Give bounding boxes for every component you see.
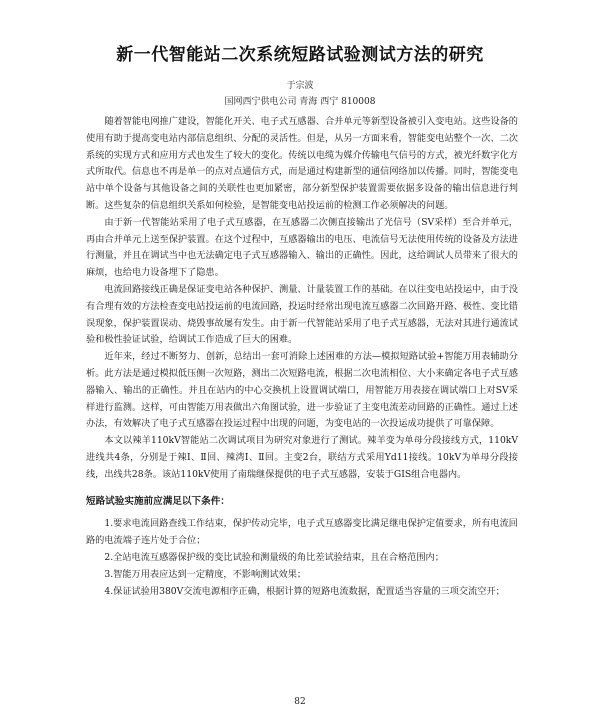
body-paragraph: 随着智能电网推广建设，智能化开关、电子式互感器、合并单元等新型设备被引入变电站。这些设备的使用有助于提高变电站内部信息组织、分配的灵活性。但是，从另一方面来看，智能变电站整个一次、二次系统的实现方式和应用方式也发生了较大的变化。传统以电缆为媒介传输电气信号的方式，被光纤数字化方式所取代。信息也不再是单一的点对点通信方式，而是通过构建新型的通信网络加以传播。同时，智能变电站中单个设备与其他设备之间的关联性也更加紧密，部分新型保护装置需要依据多设备的输出信息进行判断。这些复杂的信息组织关系如何检验，是智能变电站投运前的检测工作必须解决的问题。 [86,116,518,211]
condition-item: 2.全站电流互感器保护级的变比试验和测量级的角比差试验结束，且在合格范围内； [104,551,444,563]
author-affiliation: 国网西宁供电公司 青海 西宁 810008 [224,97,376,107]
body-paragraph: 近年来，经过不断努力、创新，总结出一套可消除上述困难的方法—模拟短路试验+智能万用表辅助分析。此方法是通过模拟低压侧一次短路，测出二次短路电流，根据二次电流相位、大小来确定各电子式互感器输入、输出的正确性。并且在站内的中心交换机上设置调试端口，用智能万用表接在调试端口上对SV采样进行监测。这样，可由智能万用表做出六角图试验，进一步验证了主变电流差动回路的正确性。通过上述办法，有效解决了电子式互感器在投运过程中出现的问题，为变电站的一次投运成功提供了可靠保障。 [86,351,518,430]
article-body [86,114,518,600]
condition-item: 3.智能万用表应达到一定精度，不影响测试效果； [104,568,307,580]
paper-title: 新一代智能站二次系统短路试验测试方法的研究 [116,45,484,65]
section-heading: 短路试验实施前应满足以下条件： [86,495,230,507]
conditions-list [86,516,518,600]
page-number: 82 [294,697,306,707]
author-name: 于宗波 [286,81,314,91]
body-paragraph: 电流回路接线正确是保证变电站各种保护、测量、计量装置工作的基础。在以往变电站投运中，由于没有合理有效的方法检查变电站投运前的电流回路，投运时经常出现电流互感器二次回路开路、极性、变比错误现象，保护装置误动、烧毁事故屡有发生。由于新一代智能站采用了电子式互感器，无法对其进行通流试验和极性验证试验，给调试工作造成了巨大的困难。 [86,283,518,346]
body-paragraph: 由于新一代智能站采用了电子式互感器，在互感器二次侧直接输出了光信号（SV采样）至合并单元，再由合并单元上送至保护装置。在这个过程中，互感器输出的电压、电流信号无法使用传统的设备及方法进行测量，并且在调试当中也无法确定电子式互感器输入、输出的正确性。因此，这给调试人员带来了很大的麻烦，也给电力设备埋下了隐患。 [86,216,518,279]
condition-item: 1.要求电流回路查线工作结束，保护传动完毕，电子式互感器变比满足继电保护定值要求，所有电流回路的电流端子连片处于合位； [86,518,518,547]
body-paragraph: 本文以辣羊110kV智能站二次调试项目为研究对象进行了测试。辣羊变为单母分段接线方式，110kV进线共4条，分别是于辣Ⅰ、Ⅱ回、辣湾Ⅰ、Ⅱ回。主变2台，联结方式采用Yd11接线。10kV为单母分段接线，出线共28条。该站110kV使用了南瑞继保提供的电子式互感器，安装于GIS组合电器内。 [86,435,518,480]
condition-item: 4.保证试验用380V交流电源相序正确，根据计算的短路电流数据，配置适当容量的三项交流空开； [104,585,505,597]
